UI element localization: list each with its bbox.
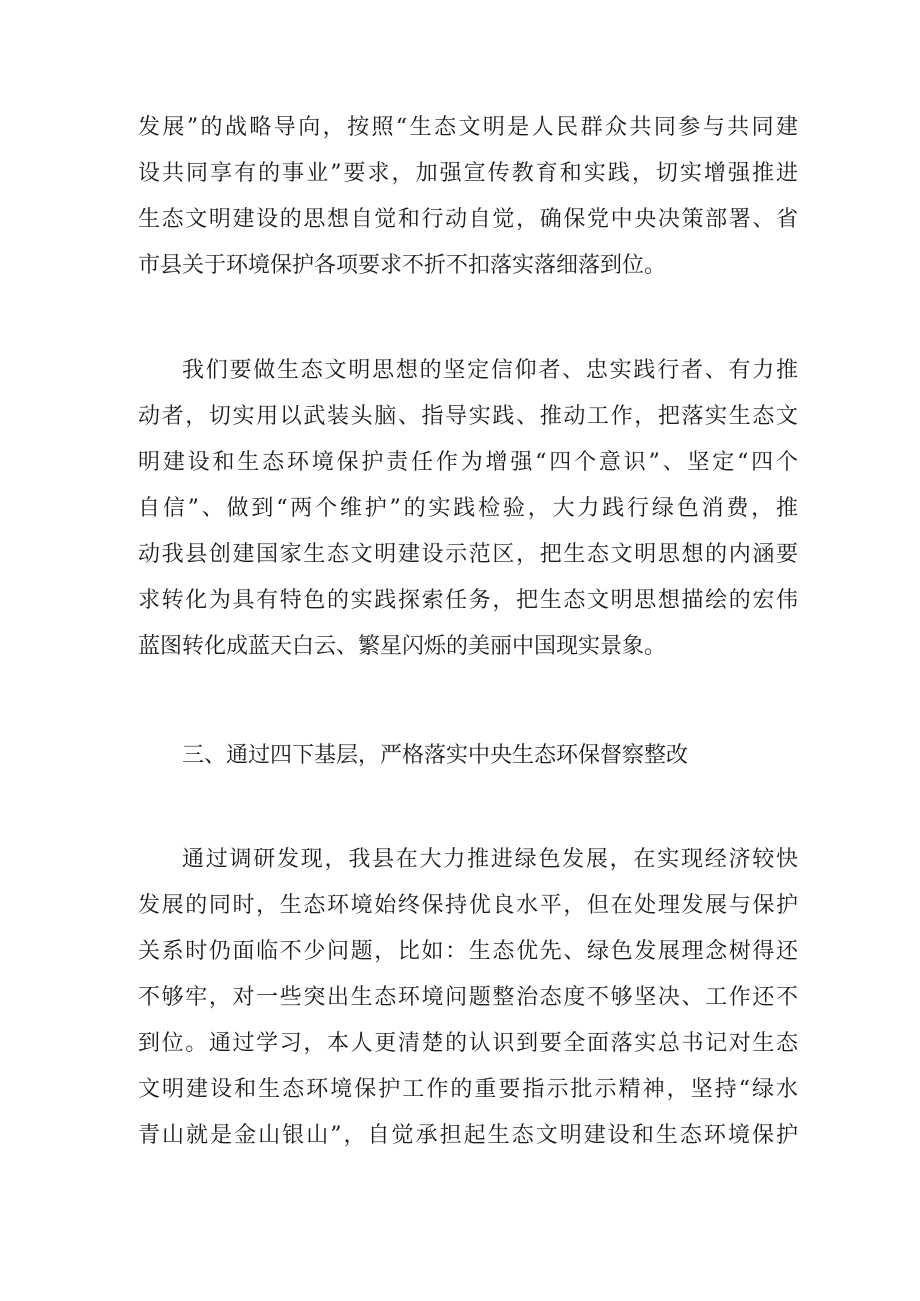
paragraph-3 [138, 837, 798, 1159]
paragraph-1-line-2: 设共同享有的事业”要求，加强宣传教育和实践，切实增强推进 [138, 161, 798, 186]
paragraph-3-line-2: 发展的同时，生态环境始终保持优良水平，但在处理发展与保护 [138, 893, 798, 918]
section-heading-3 [138, 733, 798, 779]
paragraph-2-line-2: 动者，切实用以武装头脑、指导实践、推动工作，把落实生态文 [138, 404, 798, 429]
paragraph-2-line-7: 蓝图转化成蓝天白云、繁星闪烁的美丽中国现实景象。 [138, 634, 667, 659]
paragraph-2-line-6: 求转化为具有特色的实践探索任务，把生态文明思想描绘的宏伟 [138, 588, 798, 613]
paragraph-3-line-1: 通过调研发现，我县在大力推进绿色发展，在实现经济较快 [182, 847, 798, 872]
paragraph-1 [138, 105, 798, 289]
paragraph-3-line-3: 关系时仍面临不少问题，比如：生态优先、绿色发展理念树得还 [138, 939, 798, 964]
paragraph-2-line-4: 自信”、做到“两个维护”的实践检验，大力践行绿色消费，推 [138, 496, 798, 521]
paragraph-1-line-4: 市县关于环境保护各项要求不折不扣落实落细落到位。 [138, 253, 667, 278]
paragraph-2-line-3: 明建设和生态环境保护责任作为增强“四个意识”、坚定“四个 [138, 450, 798, 475]
paragraph-1-line-3: 生态文明建设的思想自觉和行动自觉，确保党中央决策部署、省 [138, 207, 798, 232]
paragraph-2 [138, 348, 798, 670]
paragraph-3-line-4: 不够牢，对一些突出生态环境问题整治态度不够坚决、工作还不 [138, 985, 798, 1010]
paragraph-1-line-1: 发展”的战略导向，按照“生态文明是人民群众共同参与共同建 [138, 115, 798, 140]
paragraph-2-line-5: 动我县创建国家生态文明建设示范区，把生态文明思想的内涵要 [138, 542, 798, 567]
paragraph-3-line-7: 青山就是金山银山”，自觉承担起生态文明建设和生态环境保护 [138, 1123, 798, 1148]
paragraph-3-line-6: 文明建设和生态环境保护工作的重要指示批示精神，坚持“绿水 [138, 1077, 798, 1102]
paragraph-3-line-5: 到位。通过学习，本人更清楚的认识到要全面落实总书记对生态 [138, 1031, 798, 1056]
paragraph-2-line-1: 我们要做生态文明思想的坚定信仰者、忠实践行者、有力推 [182, 358, 798, 383]
section-heading-3-text: 三、通过四下基层，严格落实中央生态环保督察整改 [182, 743, 689, 768]
